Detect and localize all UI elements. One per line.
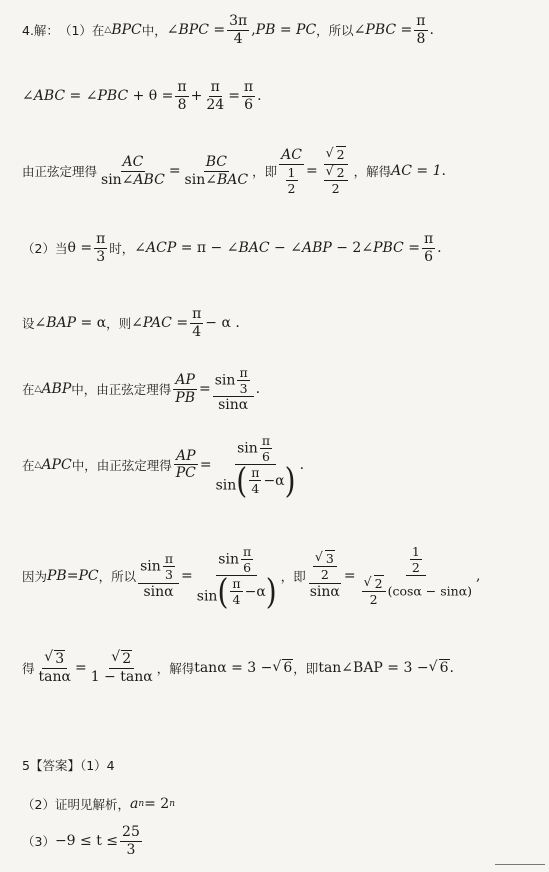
p4-line-2: ∠ABC = ∠PBC + θ = $\frac{\pi}{8}$ + $\frac{\pi}{24}$ = $\frac{\pi}{6}$ . bbox=[22, 79, 262, 113]
p4-line-1: 4.解： （1） 在 △ BPC 中， ∠BPC = $\frac{3\pi}{4}$ ,PB = PC ，所以 ∠PBC = $\frac{\pi}{8}$ . bbox=[22, 13, 434, 47]
p4-line-8: 因为 PB = PC ，所以 sin $\frac{\pi}{3}$ sinα = sin $\frac{\pi}{6}$ sin ( $\frac{\pi}{4}$ −α ) ，即 √ $\frac{\frac{3}{2}}{\sin\alpha}$ = $\frac{1}{2}$ √ $\frac{2}{2}$ (cosα − sinα) , bbox=[22, 545, 541, 607]
p5-line-2: （2）证明见解析， a n = 2 n bbox=[22, 796, 176, 812]
p4-line-5: 设 ∠BAP = α ，则 ∠PAC = $\frac{\pi}{4}$ − α . bbox=[22, 306, 240, 340]
p4-line-6: 在 △ ABP 中， 由正弦定理得 $\frac{AP}{PB}$ = sin $\frac{\pi}{3}$ sinα . bbox=[22, 365, 261, 414]
page-edge-rule bbox=[495, 864, 545, 865]
problem-5-answer: 5【答案】（1）4 bbox=[22, 758, 115, 773]
p4-line-9: 得 √ $\frac{3}{\tan\alpha}$ = √ $\frac{2}{1 - \tan\alpha}$ ，解得 tanα = 3 − √ 6 ，即 tan∠BAP = 3 − √ 6 . bbox=[22, 652, 541, 684]
p4-line-4: （2）当 θ = $\frac{\pi}{3}$ 时， ∠ACP = π − ∠BAC − ∠ABP − 2∠PBC = $\frac{\pi}{6}$ . bbox=[22, 231, 442, 265]
p5-line-3: （3） −9 ≤ t ≤ $\frac{25}{3}$ bbox=[22, 824, 140, 858]
problem-4-label: 4.解： bbox=[22, 23, 59, 39]
p4-line-7: 在 △ APC 中， 由正弦定理得 $\frac{AP}{PC}$ = sin $\frac{\pi}{6}$ sin ( $\frac{\pi}{4}$ −α ) . bbox=[22, 433, 305, 501]
p5-line-1 bbox=[22, 756, 541, 774]
p4-line-3: 由正弦定理得 $\frac{AC}{\text{sin∠ABC}}$ = $\frac{BC}{\text{sin∠BAC}}$ ，即 $\frac{AC}{\frac{1}{2}}$ = √ 2 √ $\frac{2}{2}$ ，解得 AC = 1 . bbox=[22, 148, 541, 195]
